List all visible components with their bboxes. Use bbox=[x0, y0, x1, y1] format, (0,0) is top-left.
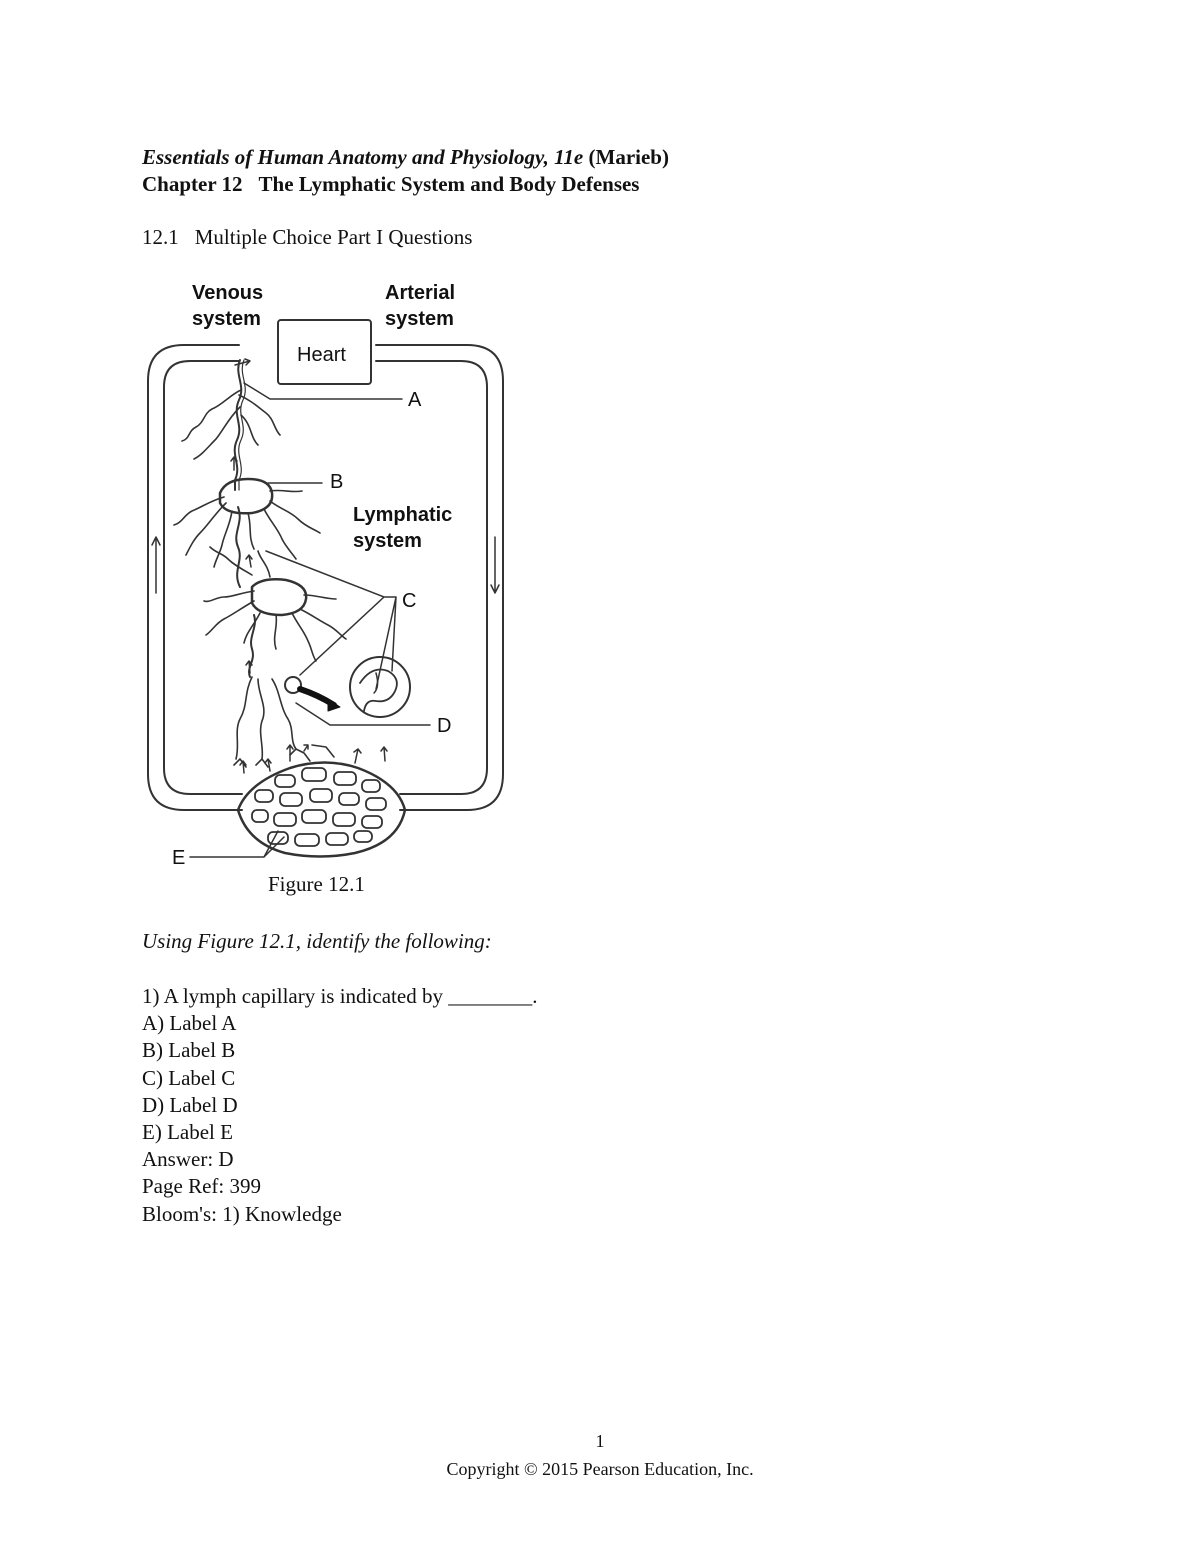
book-author: (Marieb) bbox=[588, 145, 669, 169]
lymphatic-system-diagram bbox=[140, 275, 520, 900]
label-a: A bbox=[408, 389, 422, 411]
option-d: D) Label D bbox=[142, 1092, 238, 1117]
page-ref: Page Ref: 399 bbox=[142, 1174, 261, 1199]
option-a: A) Label A bbox=[142, 1011, 237, 1036]
label-c: C bbox=[402, 590, 417, 612]
leader-d bbox=[296, 703, 430, 725]
circulation-loop-outer bbox=[148, 345, 242, 810]
answer: Answer: D bbox=[142, 1147, 234, 1172]
label-d: D bbox=[437, 715, 452, 737]
question-instruction: Using Figure 12.1, identify the following: bbox=[142, 929, 492, 953]
lymph-node-lower bbox=[252, 579, 306, 615]
lymphatic-label-1: Lymphatic bbox=[353, 504, 453, 526]
option-c: C) Label C bbox=[142, 1065, 236, 1090]
leader-a bbox=[244, 383, 402, 399]
label-e: E bbox=[172, 847, 186, 869]
figure-12-1 bbox=[140, 275, 520, 900]
blooms-level: Bloom's: 1) Knowledge bbox=[142, 1201, 342, 1226]
label-b: B bbox=[330, 471, 344, 493]
section-title: Multiple Choice Part I Questions bbox=[194, 225, 473, 249]
heart-label: Heart bbox=[297, 344, 346, 366]
section-number: 12.1 bbox=[142, 225, 179, 249]
magnified-view bbox=[350, 657, 410, 717]
copyright: Copyright © 2015 Pearson Education, Inc. bbox=[446, 1459, 754, 1479]
figure-caption: Figure 12.1 bbox=[268, 872, 365, 896]
venous-label-1: Venous bbox=[192, 282, 264, 304]
page-number: 1 bbox=[595, 1431, 605, 1451]
arterial-label-2: system bbox=[385, 308, 454, 330]
chapter-number: Chapter 12 bbox=[142, 172, 243, 196]
section-heading bbox=[142, 225, 472, 250]
chapter-heading bbox=[142, 172, 639, 197]
question-stem: 1) A lymph capillary is indicated by ________. bbox=[142, 984, 538, 1008]
book-header bbox=[142, 145, 669, 170]
venous-flow-arrow bbox=[152, 537, 160, 593]
leader-c bbox=[266, 551, 396, 689]
venous-label-2: system bbox=[192, 308, 261, 330]
option-b: B) Label B bbox=[142, 1038, 236, 1063]
arterial-label-1: Arterial bbox=[385, 282, 456, 304]
chapter-title: The Lymphatic System and Body Defenses bbox=[258, 172, 640, 196]
arterial-flow-arrow bbox=[491, 537, 499, 593]
book-title: Essentials of Human Anatomy and Physiology, 11e bbox=[142, 145, 584, 169]
question-1 bbox=[142, 983, 537, 1228]
option-e: E) Label E bbox=[142, 1120, 233, 1145]
lymph-node-b bbox=[220, 479, 272, 513]
lymph-trunk bbox=[235, 360, 255, 677]
circulation-loop-inner bbox=[164, 361, 242, 794]
lymphatic-label-2: system bbox=[353, 530, 422, 552]
